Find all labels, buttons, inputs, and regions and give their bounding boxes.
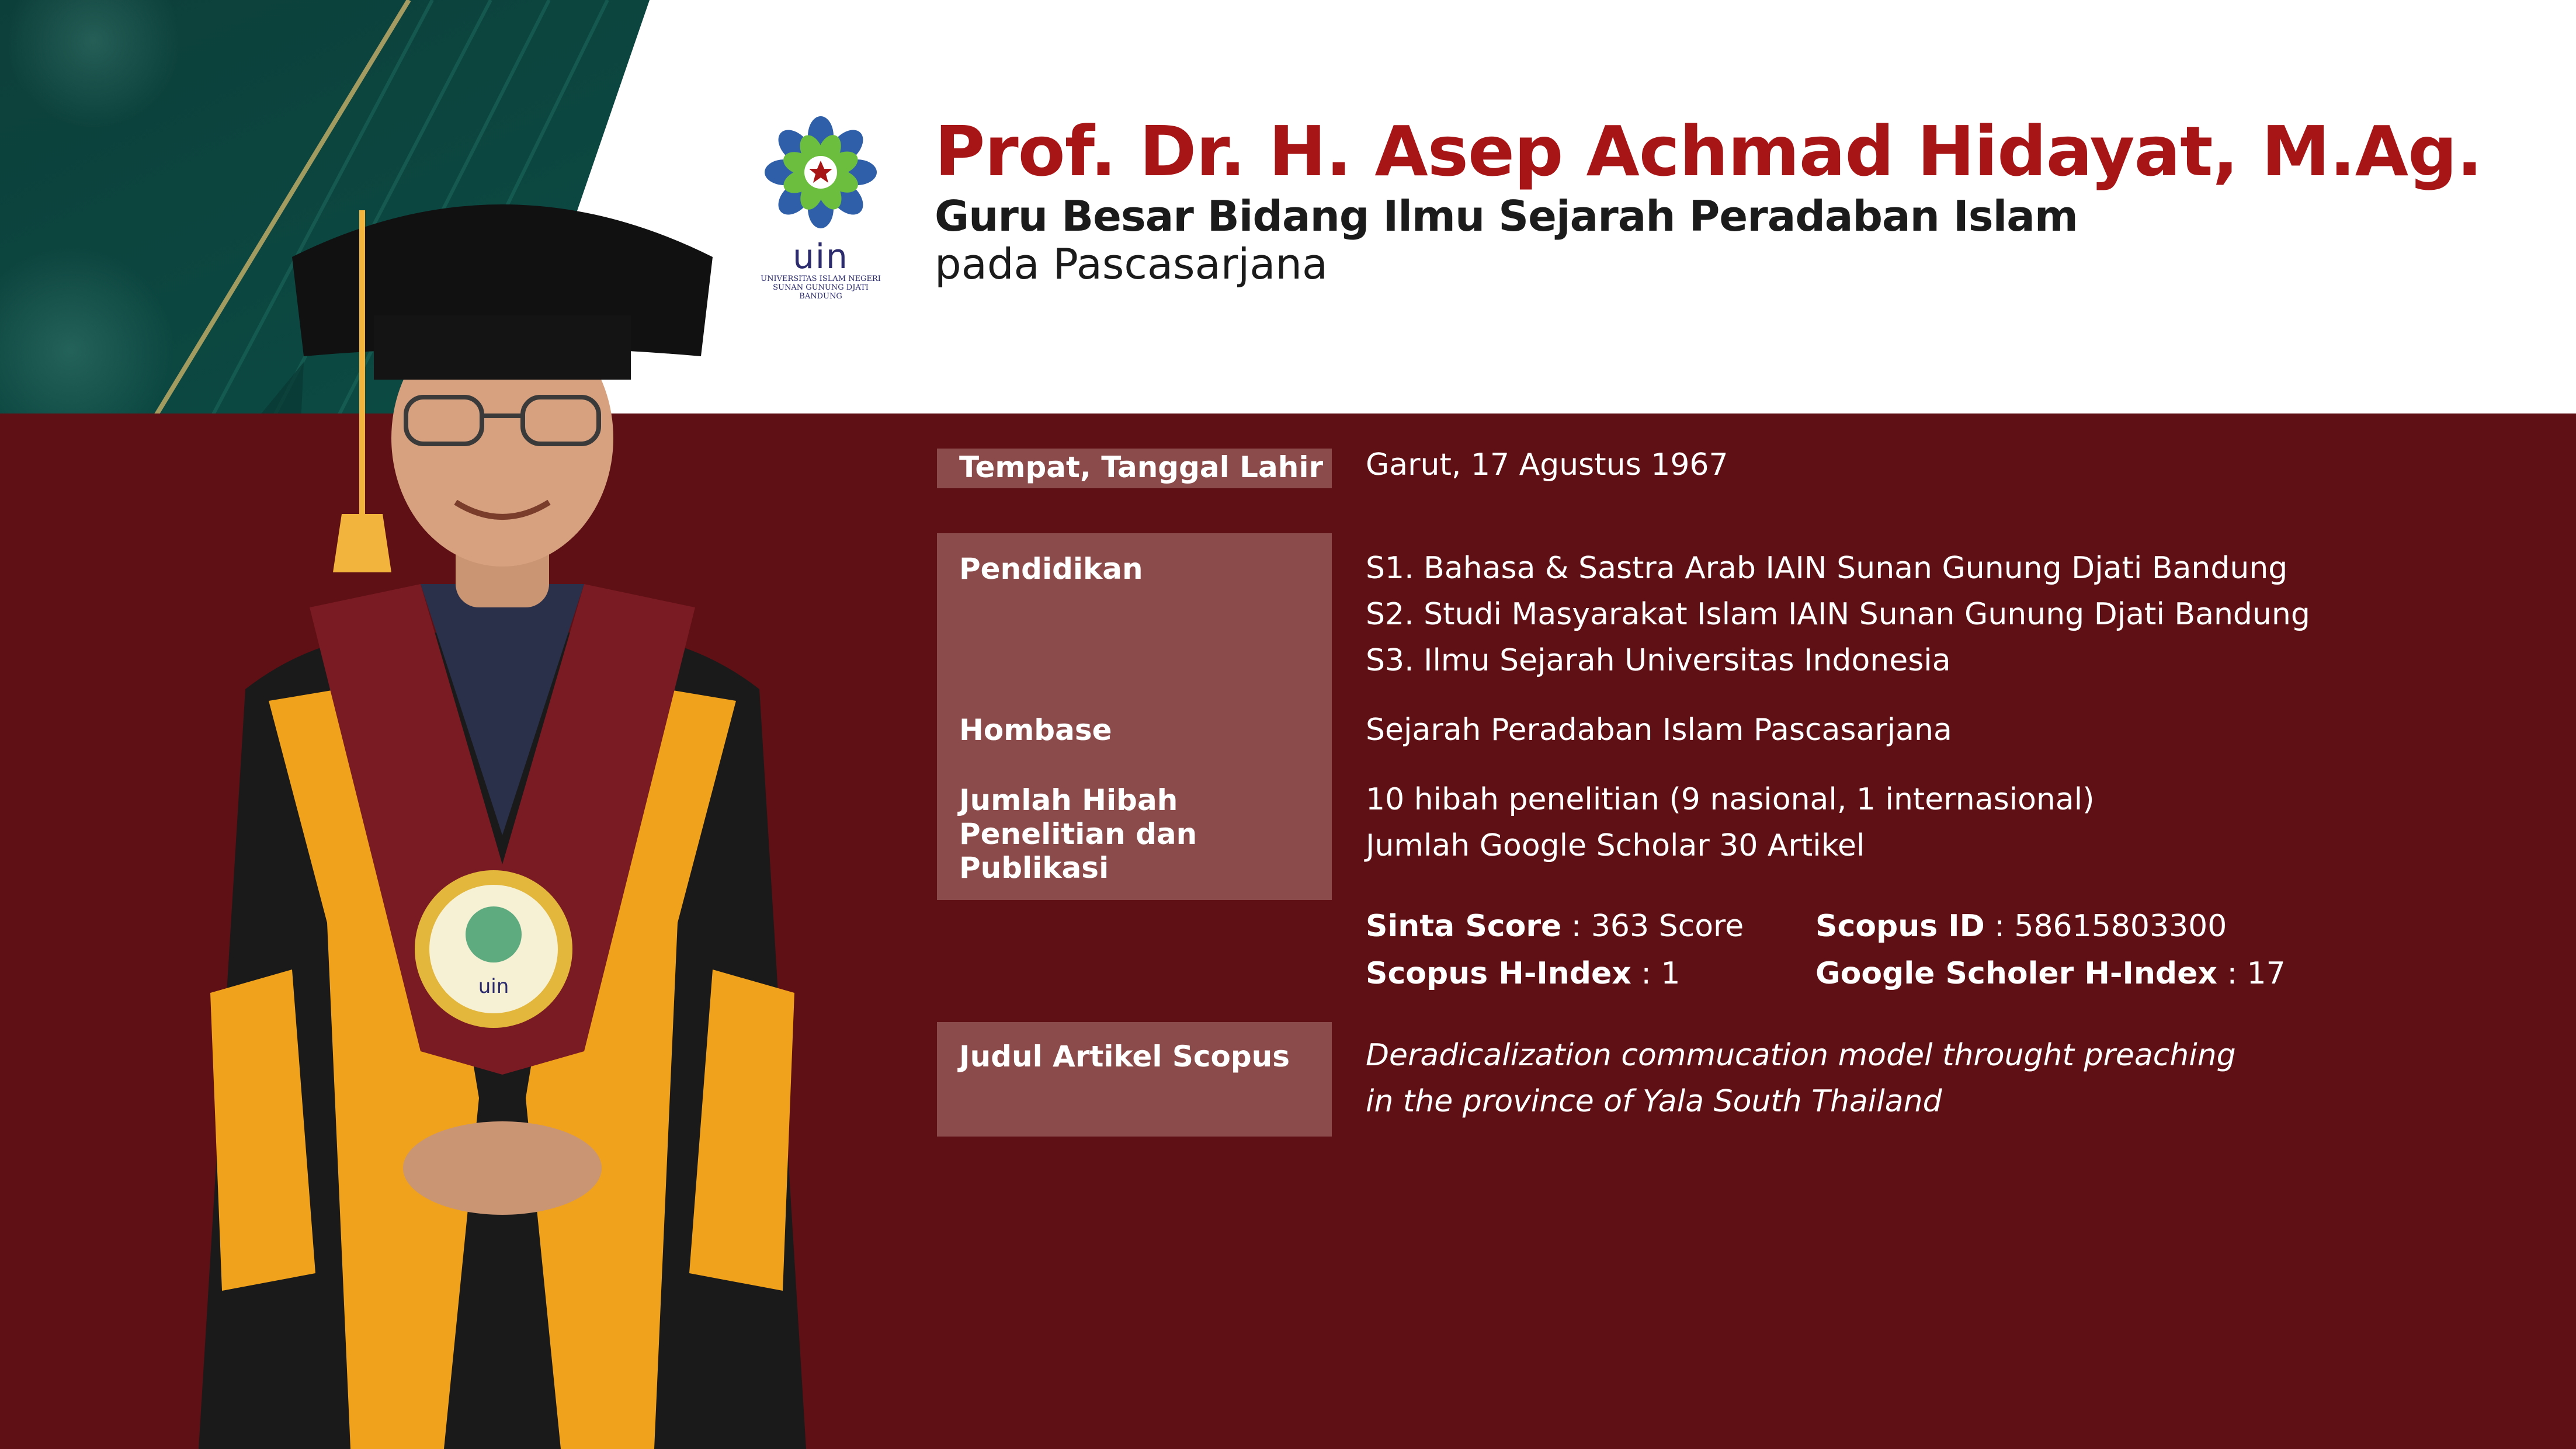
logo-subtitle: UNIVERSITAS ISLAM NEGERI SUNAN GUNUNG DJATI BANDUNG xyxy=(761,274,881,301)
stat-scopus-h-index: Scopus H-Index : 1 xyxy=(1366,956,1681,991)
stat-sinta-score: Sinta Score : 363 Score xyxy=(1366,909,1744,944)
article-title-line: in the province of Yala South Thailand xyxy=(1366,1084,1942,1119)
professor-position: Guru Besar Bidang Ilmu Sejarah Peradaban Islam xyxy=(935,192,2078,241)
article-title-line: Deradicalization commucation model throught preaching xyxy=(1366,1038,2236,1073)
education-item: S3. Ilmu Sejarah Universitas Indonesia xyxy=(1366,643,1951,678)
professor-portrait xyxy=(175,164,829,1449)
label-birth: Tempat, Tanggal Lahir xyxy=(959,450,1324,484)
logo-wordmark: uin xyxy=(793,237,849,276)
grants-item: Jumlah Google Scholar 30 Artikel xyxy=(1366,828,1865,863)
label-article: Judul Artikel Scopus xyxy=(959,1040,1290,1073)
university-logo xyxy=(754,114,888,301)
stat-scopus-id: Scopus ID : 58615803300 xyxy=(1815,909,2227,944)
label-homebase: Hombase xyxy=(959,713,1112,747)
professor-name: Prof. Dr. H. Asep Achmad Hidayat, M.Ag. xyxy=(935,111,2483,192)
professor-unit: pada Pascasarjana xyxy=(935,239,1328,289)
education-item: S1. Bahasa & Sastra Arab IAIN Sunan Gunung Djati Bandung xyxy=(1366,551,2288,586)
value-birth: Garut, 17 Agustus 1967 xyxy=(1366,447,1728,482)
flower-icon xyxy=(754,114,888,237)
stat-google-scholar-h-index: Google Scholer H-Index : 17 xyxy=(1815,956,2286,991)
svg-text:uin: uin xyxy=(478,975,509,998)
grants-item: 10 hibah penelitian (9 nasional, 1 internasional) xyxy=(1366,782,2095,817)
education-item: S2. Studi Masyarakat Islam IAIN Sunan Gunung Djati Bandung xyxy=(1366,597,2310,632)
value-homebase: Sejarah Peradaban Islam Pascasarjana xyxy=(1366,713,1952,748)
label-education: Pendidikan xyxy=(959,552,1143,586)
label-grants: Jumlah Hibah Penelitian dan Publikasi xyxy=(959,783,1197,885)
